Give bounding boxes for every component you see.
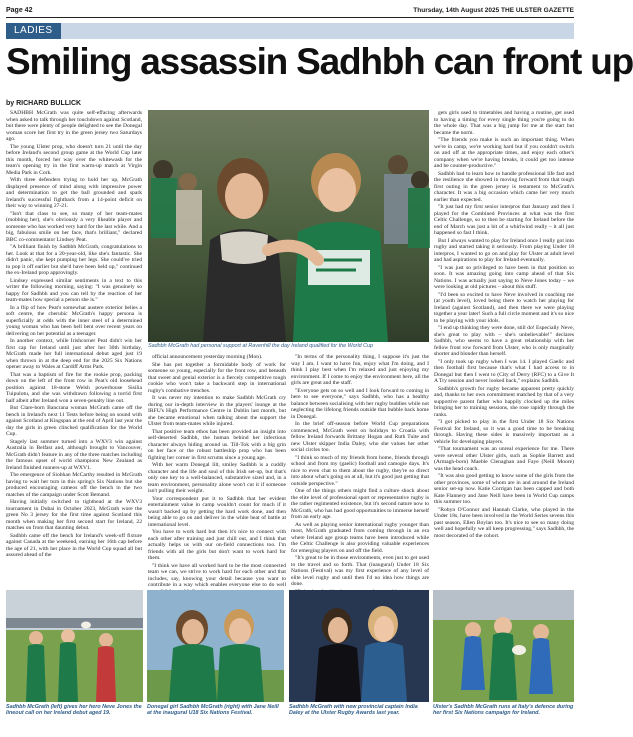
article-paragraph: "In terms of the personality thing, I suppose it's just the way I am. I want to have fun, enjoy what I'm doing, and I think I play best when I'm relaxed and just enjoying my environment. If I come to enjoy the environment here, all the girls are great and the staff. (291, 354, 429, 386)
article-paragraph: "I only took up rugby when I was 14. I played Gaelic and then football first because that's what I had access to in Donegal but then I went to (City of Derry (RFC) to a Give It A Try session and never looked back," explains Sadhbh. (434, 358, 574, 384)
article-paragraph: "It was also good getting to know some of the girls from the other provinces, some of whom are in and around the Ireland senior set-up now. Katie Corrigan has been capped and both Kate Flannery and Jane Neill have been in World Cup camps this summer too. (434, 473, 574, 505)
article-paragraph: Lindsey expressed similar sentiments in a text to this writer the following morning, saying: "I was genuinely so happy for Sadhbh and you can tell by the reaction of her team-mates how special a person she is." (6, 277, 142, 303)
article-paragraph: But I always wanted to play for Ireland once I really got into rugby and started taking it seriously. From playing Under 18 interpros, I wanted to go on and play for Ulster at adult level and had aspirations to play for Ireland eventually. (434, 237, 574, 263)
article-paragraph: You have to work hard but then it's nice to connect with each other after training and just chill out, and I think that actually helps us with our on-field connections too. I'm friends with all the girls but don't want to work hard for them. (148, 529, 286, 561)
main-photo-caption: Sadhbh McGrath had personal support at Ravenhill the day Ireland qualified for the World Cup (148, 343, 374, 349)
main-photo (148, 110, 429, 342)
article-paragraph: Sadhbh's growth for rugby became apparent pretty quickly and, thanks to her own commitment matched by that of a very supportive parent father who happily clocked up the miles bringing her to training sessions, she rose rapidly through the ranks. (434, 385, 574, 418)
bottom-photo-italy-match (433, 590, 574, 702)
article-paragraph: The young Ulster prop, who doesn't turn 21 until the day before Ireland's second group game at the World Cup later this month, forced her way over the whitewash for the team's opening try in the first warm-up match at Virgin Media Park in Cork. (6, 143, 142, 176)
article-paragraph: Your correspondent put it to Sadhbh that her evident entertainment value in camp wouldn't count for much if it wasn't backed up by getting the hard work done, and then being able to go on and deliver in the white heat of battle at international level. (148, 495, 286, 528)
italy-match-photo-illustration (433, 590, 574, 702)
article-paragraph: "I was just so privileged to have been in that position so soon. It was amazing going into camp ahead of that Six Nations. I was actually just saying to Neve Jones today – we were looking at old pictures – about this stuff. (434, 264, 574, 290)
awards-photo-illustration (289, 590, 429, 702)
text-column-4 (434, 110, 574, 584)
article-paragraph: In the brief off-season before World Cup preparations commenced, McGrath went on holidays to Croatia with fellow Ireland forwards Brittany Hogan and Ruth Tuite and new Ulster skipper India Daley, who she values her other social circles too. (291, 421, 429, 453)
article-paragraph: Having initially switched to tighthead at the WXV3 tournament in Dubai in October 2023, McGrath wore the green No 3 jersey for the first time against Scotland this month when making her first second start for Ireland, 22 matches on from that daunting debut. (6, 499, 142, 531)
bottom-caption-3: Sadhbh McGrath with new provincial captain India Daley at the Ulster Rugby Awards last year. (289, 704, 418, 717)
main-photo-illustration (148, 110, 429, 342)
bottom-caption-2: Donegal girl Sadhbh McGrath (right) with Jane Neill at the inaugural U18 Six Nations Festival. (147, 704, 279, 717)
article-paragraph: "Isn't that class to see, so many of her team-mates (mobbing her), she's obviously a very likeable player and someone who has worked very hard for the last while. And a big, fabulous smile on her face, that's brilliant," declared BBC co-commentator Lindsey Peat. (6, 210, 142, 243)
article-paragraph: "I end up thinking they were done, still do! Especially Neve, she's great to play with – she's unbelievable!" declares Sadhbh, who seems to have a great relationship with her fellow front row forward from Ulster, who is only marginally shorter and blonder than herself. (434, 325, 574, 357)
article-paragraph: official announcement yesterday morning (Mon). (152, 354, 263, 360)
text-column-3 (291, 354, 429, 587)
article-paragraph: "I think we have all worked hard to be the most connected team we can, we strive to work hard for each other and that includes, say, knowing your detail because you want to contribute in a way which enables everyone else to do well (148, 562, 286, 588)
lineout-photo-illustration (6, 590, 143, 702)
article-paragraph: She has put together a formidable body of work for someone so young, especially for the front row, and beneath that sweet and genial exterior is a fiercely competitive tough cookie who won't take a backward step in international rugby's combative trenches. (148, 361, 286, 394)
article-paragraph: "Robyn O'Connor and Hannah Clarke, who played in the Under 18s, have been involved in the World Series sevens this past season, Ellen Boylan too. It's nice to see so many doing well and hopefully we all keep progressing," says Sadhbh, the most decorated of the cohort. (434, 506, 574, 539)
page-header (6, 4, 574, 18)
article-paragraph: The emergence of Siobhan McCarthy resulted in McGrath having to wait her turn in this spring's Six Nations but she produced encouraging cameos off the bench in the two matches of the campaign under Scott Bemand. (6, 472, 142, 498)
article-paragraph: "I think so much of my friends from home, friends through school and from my (gaelic) football and camogie days. It's nice to even chat to them about the rugby, they're so direct into about what's going on at all, but it's good just getting that outside perspective." (291, 454, 429, 487)
section-label: LADIES (6, 23, 61, 39)
u18-festival-photo-illustration (147, 590, 284, 702)
article-paragraph: With her warm Donegal lilt, smiley Sadhbh is a cuddly character and the life and soul of this Irish set-up, but that's only one key to a well-balanced, substantive sized and, in a team environment, personality alone won't cut it if someone isn't pulling their weight. (148, 462, 286, 494)
bottom-caption-1: Sadhbh McGrath (left) gives her hero Neve Jones the lineout call on her Ireland debut aged 19. (6, 704, 142, 717)
bottom-photo-lineout (6, 590, 143, 702)
issue-date: Thursday, 14th August 2025 THE ULSTER GAZETTE (413, 7, 574, 14)
article-paragraph: SADHBH McGrath was quite self-effacing afterwards when asked to talk through her touchdown against Scotland, but there were plenty of people delighted to see the Donegal woman score her first try in the green jersey two Saturdays ago. (6, 110, 142, 142)
article-paragraph: "That tournament was an unreal experience for me. There were several other Ulster girls, such as Sophie Barrett and (Armagh-born) Maeble Clenaghan and Faye (Neill Moore) was the head coach. (434, 446, 574, 472)
article-paragraph: "A brilliant finish by Sadhbh McGrath, congratulations to her. Look at that for a 20-year-old, like she's fantastic. She didn't panic, she kept pumping her legs. She could've tried to pop it off earlier but she'd have been held up," continued the ex-Ireland prop approvingly. (6, 244, 142, 276)
bottom-photo-u18-festival (147, 590, 284, 702)
section-band (6, 23, 574, 39)
article-paragraph: But Clare-born Bancrana woman McGrath came off the bench in Ireland's next 11 Tests before being on sound with against Scotland at Kingspan at the end of April last year the day the girls in green clinched qualification for the World Cup. (6, 405, 142, 437)
article-paragraph: gets girls used to timetables and having a routine, get used to having a timing for every single thing you're going to do the whole day. That was a big jump for me at the start but became the norm. (434, 110, 574, 136)
article-paragraph: "Everyone gets on so well and I look forward to coming in here to see everyone," says Sadhbh, who has a healthy balance between socialising with her rugby buddies while not neglecting the lifelong friends outside that bubble back home in Donegal. (291, 387, 429, 420)
article-paragraph: "The friends you make is such an important thing. When we're in camp, we're working hard but if you couldn't switch on and off at the appropriate times, and enjoy each other's company when we're having breaks, it could get too intense and be counter-productive." (434, 137, 574, 169)
article-paragraph: As well as playing senior international rugby younger than most, McGrath graduated from coming through in an era where Ireland age group teams have been introduced while the Celtic Challenge is also providing valuable experiences for emerging players on and off the field. (291, 521, 429, 554)
page-number: Page 42 (6, 7, 33, 14)
article-paragraph: "It just had my first senior interpros that January and then I played for the Combined Provinces at what was the first Celtic Challenge, so to then be starting for Ireland before the end of March was just a bit of a whirlwind really – it all just happened so fast I think. (434, 204, 574, 236)
article-paragraph: It was never my intention to make Sadhbh McGrath cry during our in-depth interview in the players' lounge at the IRFU's High Performance Centre in Dublin last month, but she became emotional when talking about the support the Ulster from team-mates while injured. (148, 395, 286, 427)
article-paragraph: Sadhbh had to learn how to handle professional life fast and the resilience she showed in moving forward from that tough first outing in the green jersey is testament to McGrath's character. It was a big occasion which came her very much earlier than expected. (434, 170, 574, 203)
article-paragraph: That was a baptism of fire for the rookie prop, packing down on the left of the front row in Peat's old loosehead position against 18-stone Welsh powerhouse Sisilia Tuipulotu, and she was withdrawn following a torrid first half albeit after Ireland won a seven-penalty line out. (6, 371, 142, 404)
article-paragraph: "It's great to be in those environments, even just to get used to the travel and so forth. That (inaugural) Under 18 Six Nations (Festival) was my first experience of any level of elite level rugby and until then I'd no idea how things are done. (291, 555, 429, 587)
article-paragraph: With three defenders trying to hold her up, McGrath displayed presence of mind along with impressive power and determination to get the ball grounded and spark Ireland's successful fightback from a 14-point deficit on their way to winning 27-21. (6, 177, 142, 209)
bottom-caption-4: Ulster's Sadhbh McGrath runs at Italy's defence during her first Six Nations campaign for Ireland. (433, 704, 574, 717)
article-paragraph: Stagely last summer turned into a WXV3 win against Australia in Belfast and, although brought to Vancouver, McGrath didn't feature in any of the three matches including the famous upset of world champions New Zealand as Ireland finished runners-up at WXV1. (6, 438, 142, 471)
article-paragraph: "I got picked to play in the first Under 18 Six Nations Festival for Ireland, so it was a good time to be breaking through. Having these sides is massively important as a vehicle for developing players. (434, 419, 574, 445)
text-column-1 (6, 110, 142, 584)
article-paragraph: One of the things others might find a culture shock about the elite level of professional sport or representative rugby is the rather regimented existence, but it's second nature now to McGrath, who has had good opportunities to immerse herself from an early age. (291, 488, 429, 520)
byline: by RICHARD BULLICK (6, 100, 82, 107)
article-paragraph: Sadhbh came off the bench for Ireland's week-off fixture against Canada at the weekend, earning her 16th cap before the age of 21, with her place in the World Cup squad all but assured ahead of the (6, 532, 142, 558)
article-paragraph: That positive team ethos has been provided an insight into self-deserted Sadhbh, the human behind her infectious character always hiding around us. Till-Tok with a big grin on her face or the robust battleship prop who has been fighting her corner in first scrums since a young age. (148, 428, 286, 461)
headline: Smiling assassin Sadhbh can front up (6, 41, 633, 82)
article-paragraph: In another context, while Irishcorner Peat didn't win her first cap for Ireland until just after her 30th birthday, McGrath made her full international debut aged just 19 when thrown in at the deep end for the 2025 Six Nations opener away to Wales at Cardiff Arms Park. (6, 338, 142, 370)
bottom-photo-awards (289, 590, 429, 702)
text-column-2 (148, 354, 286, 588)
article-paragraph: "I'd been so excited to have Neve involved in coaching me (at youth level), loved being there to watch her playing for Ireland (against Scotland), and then there we were playing together a year later! Such a full circle moment and it's so nice to be playing with your idols. (434, 291, 574, 324)
article-paragraph: In a flip of how Peat's somewhat austere exterior belies a soft centre, the cherubic McGrath's happy persona is superficially at odds with the inner steel of a determined young woman who has been hell bent over recent years on delivering on her potential as a teenager. (6, 304, 142, 337)
